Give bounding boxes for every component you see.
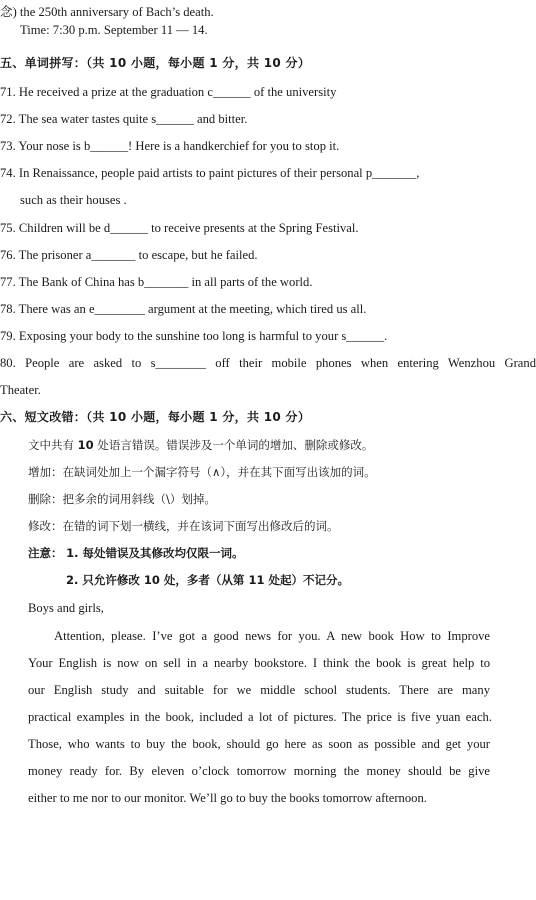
instruction-1-pre: 文中共有 <box>28 438 74 452</box>
passage-line-6: money ready for. By eleven o’clock tomorrow morning the money should be give <box>28 764 490 778</box>
question-71: 71. He received a prize at the graduation c______ of the university <box>0 85 337 99</box>
question-72: 72. The sea water tastes quite s______ and bitter. <box>0 112 248 126</box>
note-2-count: 10 <box>143 573 160 587</box>
note-1 <box>28 545 244 561</box>
question-77: 77. The Bank of China has b_______ in all parts of the world. <box>0 275 313 289</box>
instruction-add: 增加：在缺词处加上一个漏字符号（∧），并在其下面写出该加的词。 <box>28 465 376 479</box>
passage-line-5: Those, who wants to buy the book, should go here as soon as possible and get your <box>28 737 490 751</box>
question-73: 73. Your nose is b______! Here is a handkerchief for you to stop it. <box>0 139 340 153</box>
question-79: 79. Exposing your body to the sunshine too long is harmful to your s______. <box>0 329 388 343</box>
intro-line-1: 念) the 250th anniversary of Bach’s death. <box>0 5 214 19</box>
note-2 <box>66 572 349 588</box>
intro-line-2: Time: 7:30 p.m. September 11 — 14. <box>20 23 208 37</box>
question-76: 76. The prisoner a_______ to escape, but he failed. <box>0 248 258 262</box>
passage-line-2: Your English is now on sell in a nearby bookstore. I think the book is great help to <box>28 656 490 670</box>
question-75: 75. Children will be d______ to receive presents at the Spring Festival. <box>0 221 359 235</box>
instruction-modify: 修改：在错的词下划一横线，并在该词下面写出修改后的词。 <box>28 519 339 533</box>
section5-title: 五、单词拼写：（共 10 小题，每小题 1 分，共 10 分） <box>0 56 311 70</box>
passage-line-3: our English study and suitable for we middle school students. There are many <box>28 683 490 697</box>
section6-title: 六、短文改错：（共 10 小题，每小题 1 分，共 10 分） <box>0 410 311 424</box>
question-74-line-2: such as their houses . <box>20 193 127 207</box>
instruction-1-count: 10 <box>77 438 94 452</box>
note-label: 注意： <box>28 546 63 560</box>
passage-line-1: Attention, please. I’ve got a good news for you. A new book How to Improve <box>54 629 490 643</box>
note-2-post: 处起）不记分。 <box>268 573 349 587</box>
passage-line-4: practical examples in the book, included a lot of pictures. The price is five yuan each. <box>28 710 492 724</box>
note-2-count-2: 11 <box>248 573 265 587</box>
question-80-line-1: 80. People are asked to s________ off their mobile phones when entering Wenzhou Grand <box>0 356 536 370</box>
note-2-pre: 2. 只允许修改 <box>66 573 140 587</box>
question-80-line-2: Theater. <box>0 383 41 397</box>
note-1-text: 1. 每处错误及其修改均仅限一词。 <box>66 546 244 560</box>
instruction-delete: 删除：把多余的词用斜线（\）划掉。 <box>28 492 216 506</box>
question-78: 78. There was an e________ argument at the meeting, which tired us all. <box>0 302 367 316</box>
question-74-line-1: 74. In Renaissance, people paid artists to paint pictures of their personal p_______, <box>0 166 420 180</box>
note-2-mid: 处，多者（从第 <box>163 573 245 587</box>
instruction-1-post: 处语言错误。错误涉及一个单词的增加、删除或修改。 <box>97 438 374 452</box>
passage-greeting: Boys and girls, <box>28 601 104 615</box>
instruction-1 <box>28 437 373 453</box>
passage-line-7: either to me nor to our monitor. We’ll go to buy the books tomorrow afternoon. <box>28 791 427 805</box>
